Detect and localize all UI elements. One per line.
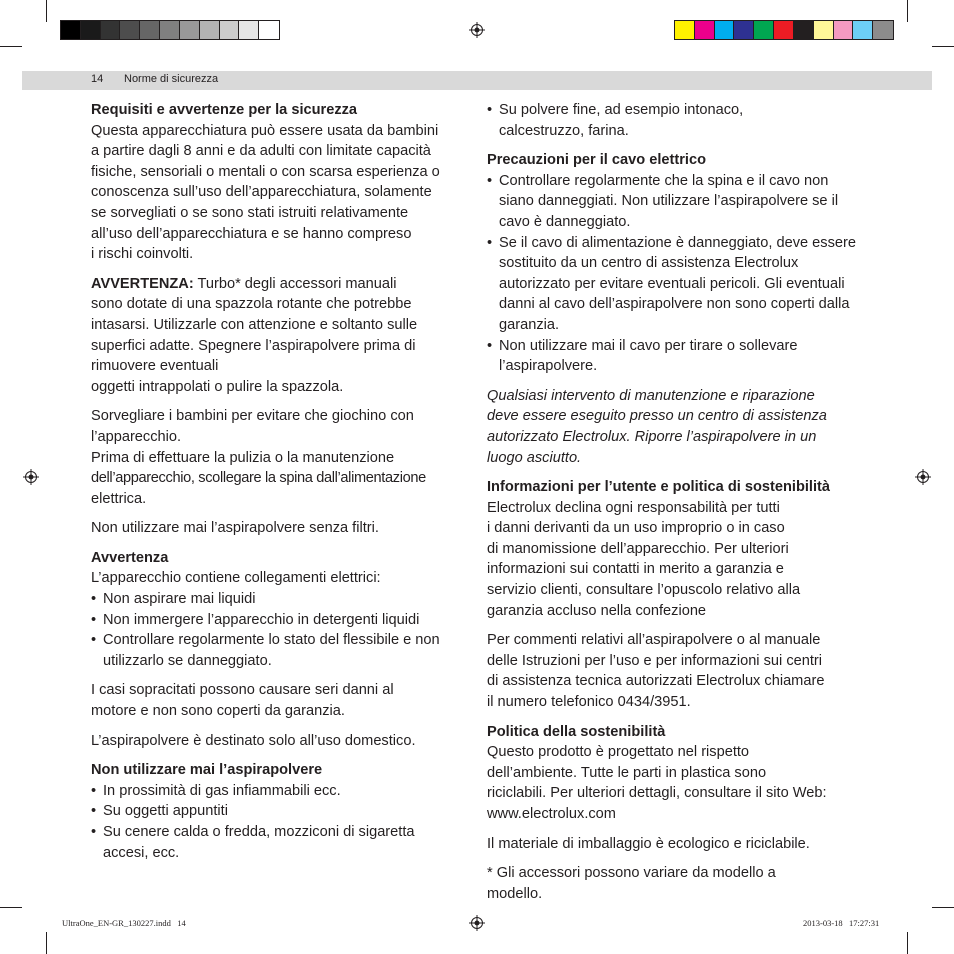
warning-label: AVVERTENZA: (91, 275, 194, 292)
paragraph-line: elettrica. (91, 490, 147, 507)
list-item: • Non immergere l’apparecchio in detergenti liquidi (91, 610, 471, 631)
paragraph-line: * Gli accessori possono variare da modello a (487, 865, 776, 882)
section-title: Norme di sicurezza (124, 73, 219, 85)
paragraph-line: modello. (487, 885, 543, 902)
paragraph-line: L’aspirapolvere è destinato solo all’uso domestico. (91, 732, 416, 749)
slug-timestamp: 2013-03-18 17:27:31 (803, 918, 880, 928)
slug-filename: UltraOne_EN-GR_130227.indd 14 (62, 918, 186, 928)
paragraph-line: luogo asciutto. (487, 449, 582, 466)
color-swatch (120, 21, 140, 39)
bullet-list (91, 781, 471, 863)
bullet-list (487, 171, 867, 377)
list-item: • Su oggetti appuntiti (91, 801, 471, 822)
registration-mark-icon (915, 469, 931, 485)
color-swatch (61, 21, 81, 39)
paragraph-line: a partire dagli 8 anni e da adulti con limitate capacità (91, 143, 431, 160)
section-heading: Politica della sostenibilità (487, 723, 666, 740)
paragraph-line: riciclabili. Per ulteriori dettagli, consultare il sito Web: (487, 785, 827, 802)
paragraph-line: Sorvegliare i bambini per evitare che giochino con (91, 408, 414, 425)
color-swatch (180, 21, 200, 39)
paragraph-line: I casi sopracitati possono causare seri danni al (91, 682, 394, 699)
list-item: • Controllare regolarmente che la spina e il cavo non siano danneggiati. Non utilizzare l’aspirapolvere se il cavo è danneggiato. (487, 171, 867, 233)
list-item: • Non aspirare mai liquidi (91, 589, 471, 610)
paragraph-line: Per commenti relativi all’aspirapolvere o al manuale (487, 632, 821, 649)
color-swatch (81, 21, 101, 39)
paragraph-line: all’uso dell’apparecchiatura e se hanno compreso (91, 225, 412, 242)
left-column (91, 100, 471, 863)
paragraph-line: informazioni sui contatti in merito a garanzia e (487, 561, 784, 578)
paragraph-line: autorizzato Electrolux. Riporre l’aspirapolvere in un (487, 428, 817, 445)
color-swatch (239, 21, 259, 39)
paragraph-line: il numero telefonico 0434/3951. (487, 694, 691, 711)
paragraph-line: servizio clienti, consultare l’opuscolo relativo alla (487, 582, 801, 599)
paragraph-line: di manomissione dell’apparecchio. Per ulteriori (487, 540, 789, 557)
section-heading: Precauzioni per il cavo elettrico (487, 152, 706, 169)
paragraph-line: Questa apparecchiatura può essere usata da bambini (91, 122, 439, 139)
paragraph-line: se sorvegliati o se sono stati istruiti relativamente (91, 204, 409, 221)
section-heading: Avvertenza (91, 549, 169, 566)
color-swatch (794, 21, 814, 39)
paragraph-line: Electrolux declina ogni responsabilità per tutti (487, 499, 780, 516)
section-heading: Requisiti e avvertenze per la sicurezza (91, 102, 358, 118)
paragraph-line: dell’ambiente. Tutte le parti in plastica sono (487, 764, 767, 781)
color-swatch (814, 21, 834, 39)
grayscale-color-bar (60, 20, 280, 40)
color-swatch (853, 21, 873, 39)
right-column (487, 100, 867, 904)
paragraph-line: Prima di effettuare la pulizia o la manutenzione (91, 449, 395, 466)
bullet-list (91, 589, 471, 671)
paragraph-line: L’apparecchio contiene collegamenti elettrici: (91, 570, 381, 587)
bullet-list (487, 100, 867, 141)
color-swatch (101, 21, 121, 39)
color-swatch (160, 21, 180, 39)
color-swatch (873, 21, 893, 39)
color-swatch (754, 21, 774, 39)
list-item: • Non utilizzare mai il cavo per tirare o sollevare l’aspirapolvere. (487, 336, 867, 377)
page-number: 14 (91, 73, 104, 85)
paragraph-line: i rischi coinvolti. (91, 246, 194, 263)
paragraph-line: rimuovere eventuali (91, 358, 219, 375)
section-heading: Non utilizzare mai l’aspirapolvere (91, 762, 323, 779)
list-item: • Controllare regolarmente lo stato del flessibile e non utilizzarlo se danneggiato. (91, 630, 471, 671)
paragraph-line: Qualsiasi intervento di manutenzione e riparazione (487, 387, 815, 404)
running-header (22, 71, 932, 90)
list-item: • In prossimità di gas infiammabili ecc. (91, 781, 471, 802)
paragraph-line: superfici adatte. Spegnere l’aspirapolvere prima di (91, 337, 416, 354)
paragraph-line: di assistenza tecnica autorizzati Electrolux chiamare (487, 673, 825, 690)
color-swatch (200, 21, 220, 39)
registration-mark-icon (469, 22, 485, 38)
paragraph-line: deve essere eseguito presso un centro di assistenza (487, 408, 827, 425)
paragraph-line: conoscenza sull’uso dell’apparecchiatura, solamente (91, 184, 432, 201)
paragraph-line: intasarsi. Utilizzarle con attenzione e soltanto sulle (91, 316, 418, 333)
paragraph-line: fisiche, sensoriali o mentali o con scarsa esperienza o (91, 163, 440, 180)
process-color-bar (674, 20, 894, 40)
color-swatch (220, 21, 240, 39)
paragraph-line: www.electrolux.com (487, 806, 616, 822)
color-swatch (774, 21, 794, 39)
paragraph-line: dell’apparecchio, scollegare la spina dall’alimentazione (91, 470, 426, 487)
color-swatch (695, 21, 715, 39)
paragraph-line: Il materiale di imballaggio è ecologico e riciclabile. (487, 835, 810, 852)
paragraph-line: l’apparecchio. (91, 428, 182, 445)
paragraph-line: Questo prodotto è progettato nel rispetto (487, 744, 750, 761)
registration-mark-icon (469, 915, 485, 931)
paragraph-line: Non utilizzare mai l’aspirapolvere senza filtri. (91, 520, 379, 537)
color-swatch (834, 21, 854, 39)
color-swatch (675, 21, 695, 39)
list-item: • Se il cavo di alimentazione è danneggiato, deve essere sostituito da un centro di assistenza Electrolux autorizzato per evitare eventuali pericoli. Gli eventuali danni al cavo dell’aspirapolvere non sono coperti dalla garanzia. (487, 233, 867, 336)
section-heading: Informazioni per l’utente e politica di sostenibilità (487, 479, 830, 496)
paragraph-line: motore e non sono coperti da garanzia. (91, 703, 345, 720)
paragraph-line: sono dotate di una spazzola rotante che potrebbe (91, 296, 412, 313)
registration-mark-icon (23, 469, 39, 485)
warning-paragraph-first-line (91, 274, 471, 295)
paragraph-line: oggetti intrappolati o pulire la spazzola. (91, 378, 344, 395)
paragraph-text: Turbo* degli accessori manuali (193, 275, 397, 292)
list-item: • Su polvere fine, ad esempio intonaco, calcestruzzo, farina. (487, 100, 867, 141)
color-swatch (259, 21, 279, 39)
paragraph-line: i danni derivanti da un uso improprio o in caso (487, 520, 785, 537)
paragraph-line: delle Istruzioni per l’uso e per informazioni sui centri (487, 652, 823, 669)
color-swatch (715, 21, 735, 39)
paragraph-line: garanzia accluso nella confezione (487, 602, 707, 619)
list-item: • Su cenere calda o fredda, mozziconi di sigaretta accesi, ecc. (91, 822, 471, 863)
color-swatch (734, 21, 754, 39)
color-swatch (140, 21, 160, 39)
